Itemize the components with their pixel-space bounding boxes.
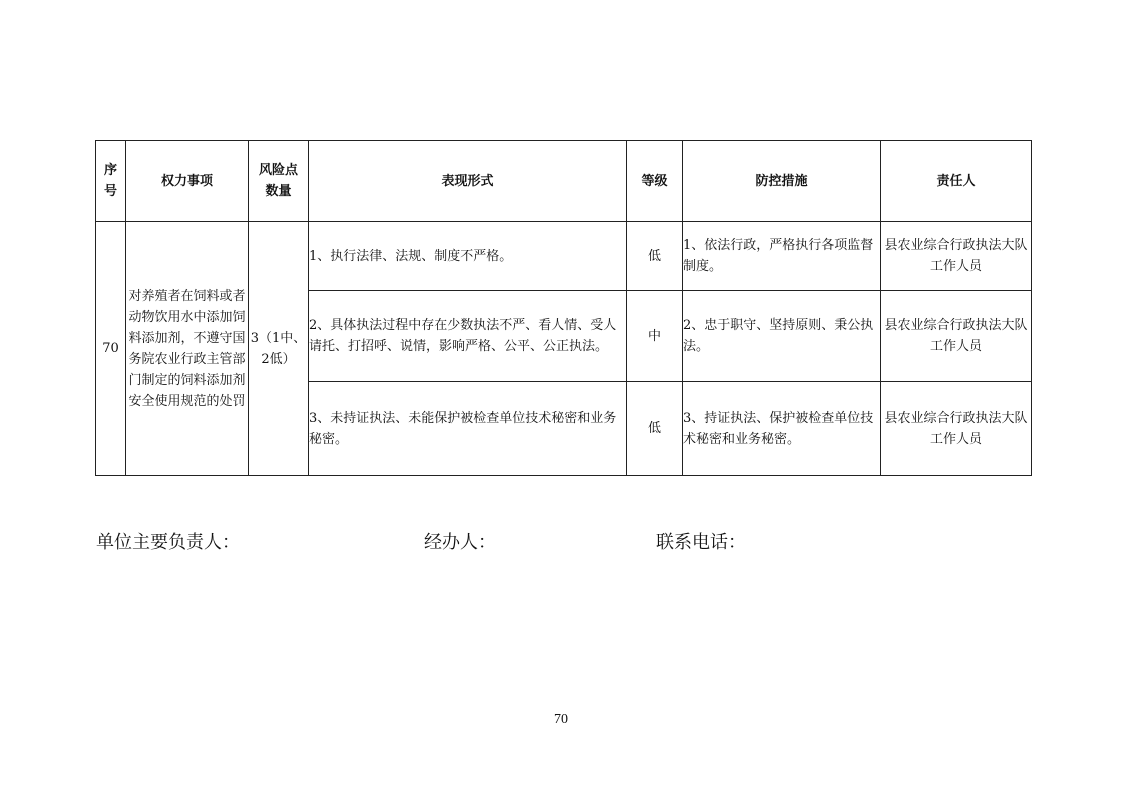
- page-number: 70: [554, 712, 568, 727]
- table-row: [96, 222, 1032, 291]
- unit-head-label: 单位主要负责人：: [96, 532, 240, 553]
- risk-1-manifestation: 1、执行法律、法规、制度不严格。: [309, 222, 627, 291]
- risk-2-responsible: 县农业综合行政执法大队工作人员: [881, 291, 1032, 382]
- entry-risk-count: 3（1中、2低）: [249, 222, 309, 476]
- header-power-item: 权力事项: [126, 141, 249, 222]
- phone-label: 联系电话：: [656, 532, 746, 553]
- header-index: 序号: [96, 141, 126, 222]
- table-header-row: [96, 141, 1032, 222]
- risk-3-level: 低: [627, 382, 683, 476]
- handler-label: 经办人：: [424, 532, 496, 553]
- entry-index: 70: [96, 222, 126, 476]
- risk-1-level: 低: [627, 222, 683, 291]
- header-level: 等级: [627, 141, 683, 222]
- header-prevention: 防控措施: [683, 141, 881, 222]
- risk-2-prevention: 2、忠于职守、坚持原则、秉公执法。: [683, 291, 881, 382]
- risk-3-manifestation: 3、未持证执法、未能保护被检查单位技术秘密和业务秘密。: [309, 382, 627, 476]
- header-risk-count: 风险点数量: [249, 141, 309, 222]
- risk-3-responsible: 县农业综合行政执法大队工作人员: [881, 382, 1032, 476]
- risk-3-prevention: 3、持证执法、保护被检查单位技术秘密和业务秘密。: [683, 382, 881, 476]
- risk-1-responsible: 县农业综合行政执法大队工作人员: [881, 222, 1032, 291]
- header-manifestation: 表现形式: [309, 141, 627, 222]
- entry-power-item: 对养殖者在饲料或者动物饮用水中添加饲料添加剂，不遵守国务院农业行政主管部门制定的饲料添加剂安全使用规范的处罚: [126, 222, 249, 476]
- risk-2-level: 中: [627, 291, 683, 382]
- risk-1-prevention: 1、依法行政，严格执行各项监督制度。: [683, 222, 881, 291]
- header-responsible: 责任人: [881, 141, 1032, 222]
- risk-2-manifestation: 2、具体执法过程中存在少数执法不严、看人情、受人请托、打招呼、说情，影响严格、公平、公正执法。: [309, 291, 627, 382]
- risk-control-table: [95, 140, 1032, 476]
